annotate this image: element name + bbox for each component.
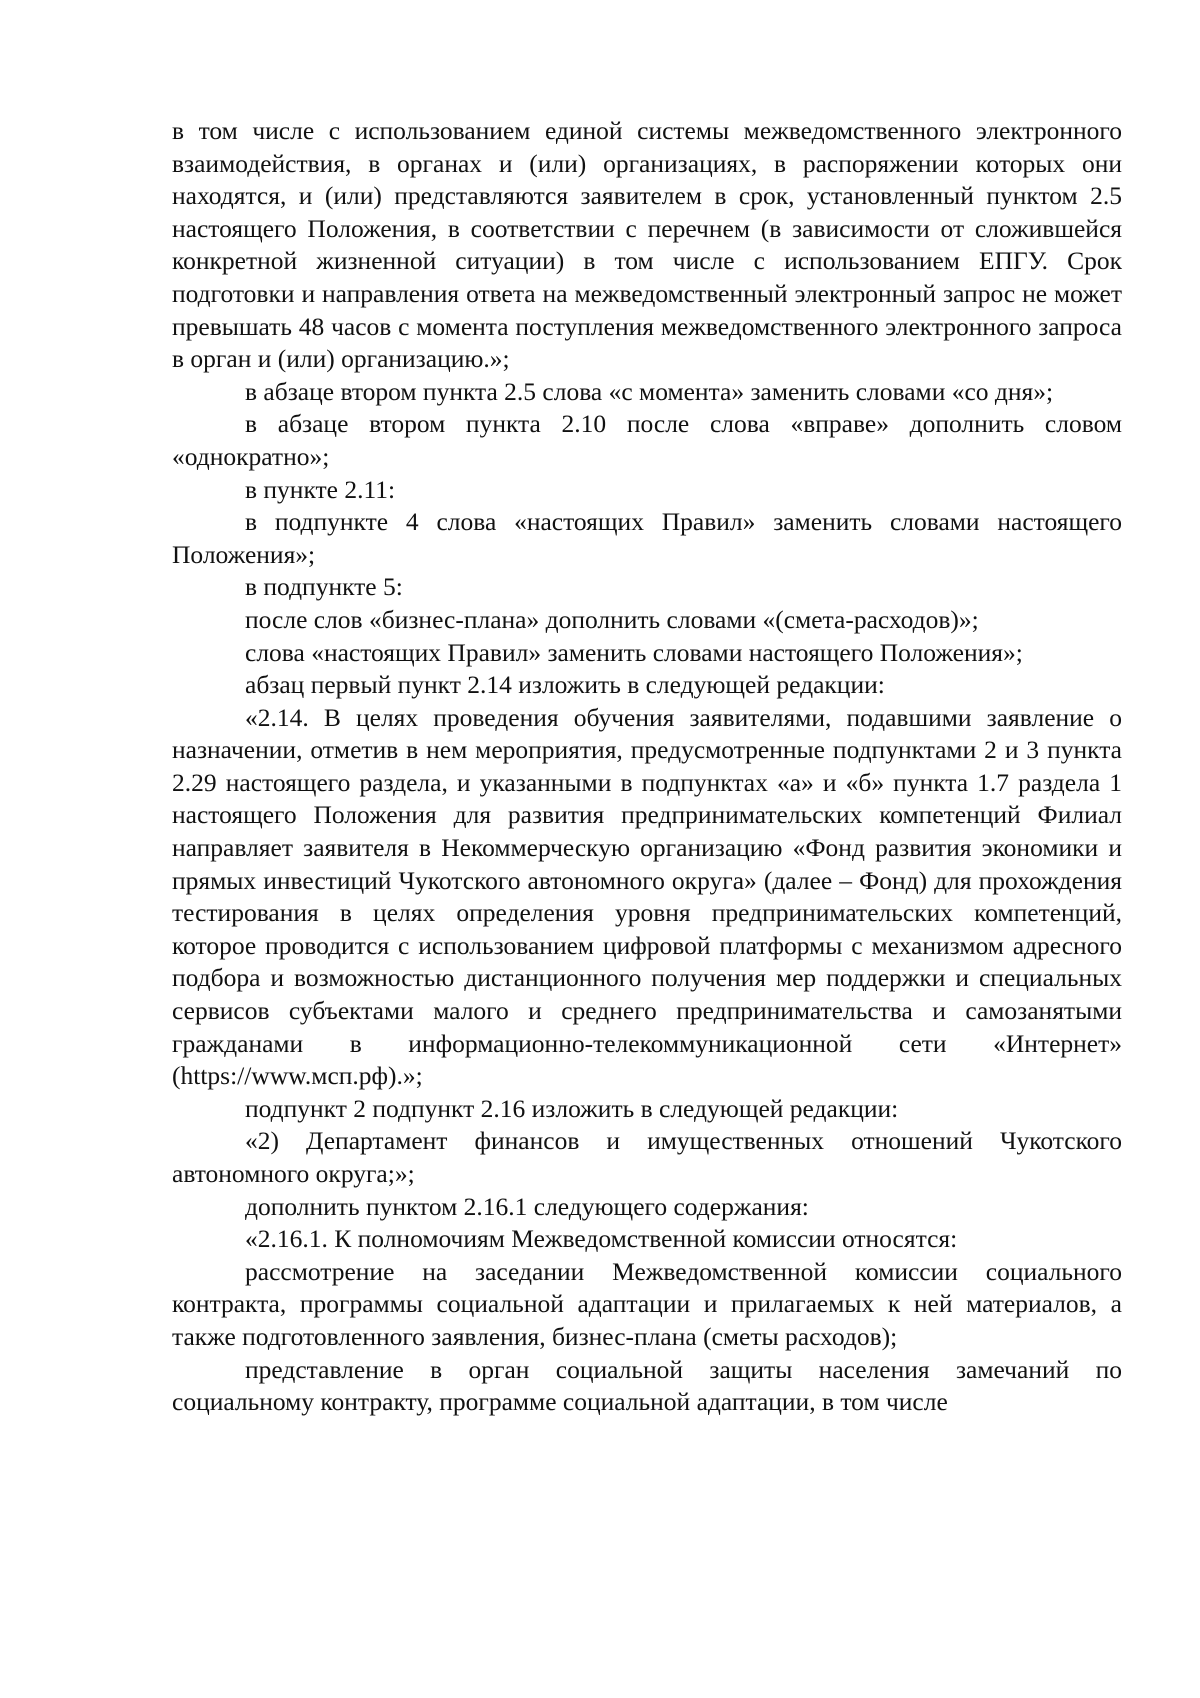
paragraph: «2) Департамент финансов и имущественных отношений Чукотского автономного округа;»; — [172, 1126, 1122, 1188]
paragraph: «2.16.1. К полномочиям Межведомственной комиссии относятся: — [245, 1224, 958, 1254]
paragraph: в пункте 2.11: — [245, 474, 396, 504]
paragraph: в абзаце втором пункта 2.5 слова «с момента» заменить словами «со дня»; — [245, 376, 1054, 406]
paragraph: «2.14. В целях проведения обучения заявителями, подавшими заявление о назначении, отметив в нем мероприятия, предусмотренные подпунктами 2 и 3 пункта 2.29 настоящего раздела, и указанными в подпунктах «а» и «б» пункта 1.7 раздела 1 настоящего Положения для развития предпринимательских компетенций Филиал направляет заявителя в Некоммерческую организацию «Фонд развития экономики и прямых инвестиций Чукотского автономного округа» (далее – Фонд) для прохождения тестирования в целях определения уровня предпринимательских компетенций, которое проводится с использованием цифровой платформы с механизмом адресного подбора и возможностью дистанционного получения мер поддержки и специальных сервисов субъектами малого и среднего предпринимательства и самозанятыми гражданами в информационно-телекоммуникационной сети «Интернет» (https://www.мсп.рф).»; — [172, 702, 1122, 1091]
paragraph: слова «настоящих Правил» заменить словами настоящего Положения»; — [245, 637, 1023, 667]
paragraph: дополнить пунктом 2.16.1 следующего содержания: — [245, 1191, 809, 1221]
paragraph: в том числе с использованием единой системы межведомственного электронного взаимодействия, в органах и (или) организациях, в распоряжении которых они находятся, и (или) представляются заявителем в срок, установленный пунктом 2.5 настоящего Положения, в соответствии с перечнем (в зависимости от сложившейся конкретной жизненной ситуации) в том числе с использованием ЕПГУ. Срок подготовки и направления ответа на межведомственный электронный запрос не может превышать 48 часов с момента поступления межведомственного электронного запроса в орган и (или) организацию.»; — [172, 116, 1122, 374]
document-page — [172, 115, 1122, 1419]
paragraph: подпункт 2 подпункт 2.16 изложить в следующей редакции: — [245, 1093, 899, 1123]
paragraph: в подпункте 4 слова «настоящих Правил» заменить словами настоящего Положения»; — [172, 507, 1122, 569]
paragraph: представление в орган социальной защиты населения замечаний по социальному контракту, программе социальной адаптации, в том числе — [172, 1354, 1122, 1417]
paragraph: после слов «бизнес-плана» дополнить словами «(смета-расходов)»; — [245, 604, 979, 634]
paragraph: в абзаце втором пункта 2.10 после слова «вправе» дополнить словом «однократно»; — [172, 409, 1122, 471]
paragraph: абзац первый пункт 2.14 изложить в следующей редакции: — [245, 670, 885, 700]
paragraph: в подпункте 5: — [245, 572, 403, 602]
paragraph: рассмотрение на заседании Межведомственной комиссии социального контракта, программы социальной адаптации и прилагаемых к ней материалов, а также подготовленного заявления, бизнес-плана (сметы расходов); — [172, 1256, 1122, 1351]
